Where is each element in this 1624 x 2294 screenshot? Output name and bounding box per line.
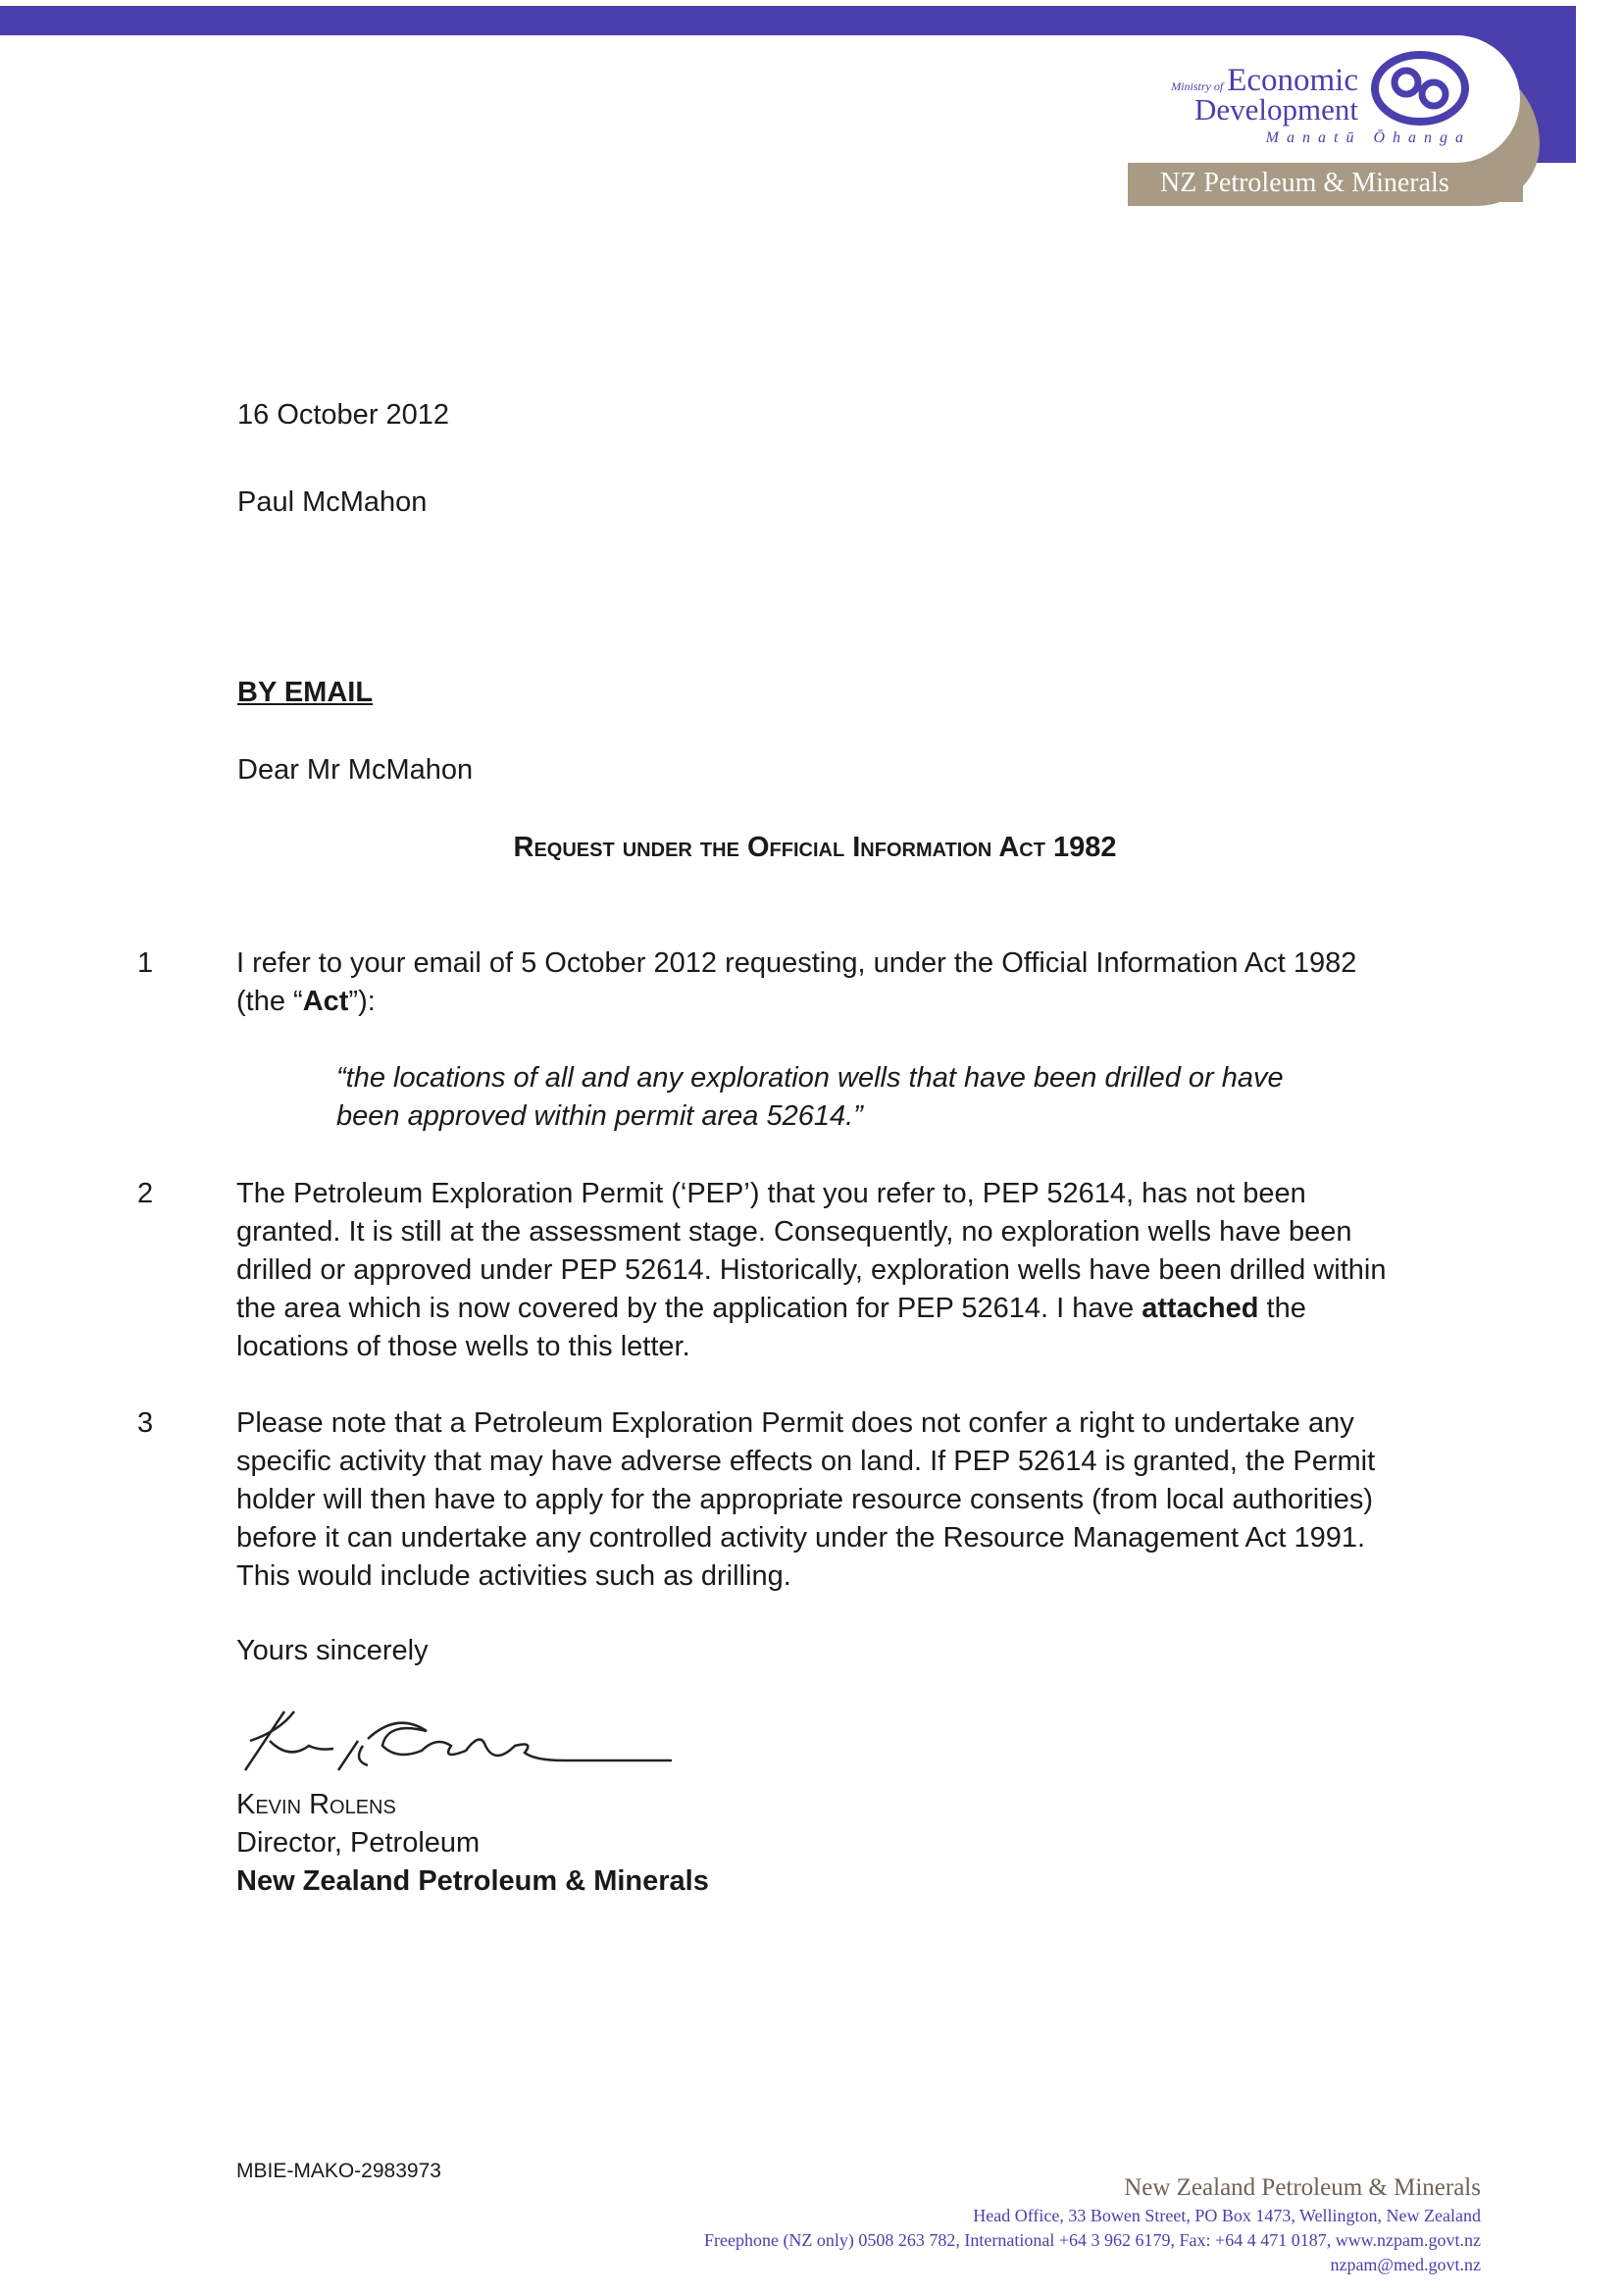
paragraph-number: 2 bbox=[137, 1178, 154, 1209]
letter-heading: Request under the Official Information Act 1982 bbox=[513, 832, 1117, 863]
paragraph-text: I refer to your email of 5 October 2012 requesting, under the Official Information Act 1982 (the “ bbox=[236, 947, 1357, 1017]
salutation: Dear Mr McMahon bbox=[237, 754, 474, 786]
paragraph-bold: attached bbox=[1142, 1293, 1259, 1324]
footer-phones: Freephone (NZ only) 0508 263 782, International +64 3 962 6179, Fax: +64 4 471 0187, www.nzpam.govt.nz bbox=[703, 2230, 1481, 2250]
footer-address: Head Office, 33 Bowen Street, PO Box 1473, Wellington, New Zealand bbox=[973, 2206, 1481, 2225]
recipient-name: Paul McMahon bbox=[237, 486, 428, 518]
closing: Yours sincerely bbox=[236, 1635, 429, 1666]
division-label: NZ Petroleum & Minerals bbox=[1141, 165, 1523, 202]
footer-email: nzpam@med.govt.nz bbox=[1330, 2255, 1481, 2274]
ministry-prefix: Ministry of bbox=[1171, 79, 1224, 93]
paragraph-text: The Petroleum Exploration Permit (‘PEP’) that you refer to, PEP 52614, has not been granted. It is still at the assessment stage. Consequently, no exploration wells have been drilled or approved under PEP 52614. Historically, exploration wells have been drilled within the area which is now covered by the application for PEP 52614. I have bbox=[236, 1178, 1387, 1324]
paragraph-2 bbox=[236, 1175, 1394, 1366]
letter-date: 16 October 2012 bbox=[237, 399, 450, 431]
signatory-organisation: New Zealand Petroleum & Minerals bbox=[236, 1865, 709, 1897]
ministry-name-1: Economic bbox=[1227, 63, 1358, 98]
paragraph-bold: Act bbox=[302, 986, 349, 1017]
header-band bbox=[0, 6, 1576, 35]
maori-name: Manatū Ōhanga bbox=[1265, 129, 1471, 146]
document-reference: MBIE-MAKO-2983973 bbox=[236, 2160, 441, 2182]
delivery-method: BY EMAIL bbox=[237, 677, 374, 708]
signature bbox=[240, 1692, 672, 1785]
signatory-name: Kevin Rolens bbox=[236, 1789, 396, 1820]
paragraph-number: 3 bbox=[137, 1407, 154, 1439]
quoted-request: “the locations of all and any exploration wells that have been drilled or have been approved within permit area 52614.” bbox=[336, 1062, 1284, 1132]
ministry-name-2: Development bbox=[1193, 92, 1358, 127]
paragraph-text: ”): bbox=[348, 986, 376, 1017]
paragraph-1 bbox=[236, 944, 1394, 1021]
signatory-title: Director, Petroleum bbox=[236, 1827, 481, 1859]
koru-logo-icon bbox=[1371, 51, 1469, 126]
paragraph-text: the locations of those wells to this letter. bbox=[236, 1293, 1306, 1362]
paragraph-number: 1 bbox=[137, 947, 154, 979]
paragraph-3: Please note that a Petroleum Exploration Permit does not confer a right to undertake any specific activity that may have adverse effects on land. If PEP 52614 is granted, the Permit holder will then have to apply for the appropriate resource consents (from local authorities) before it can undertake any controlled activity under the Resource Management Act 1991. This would include activities such as drilling. bbox=[236, 1407, 1376, 1592]
footer-org: New Zealand Petroleum & Minerals bbox=[1124, 2174, 1481, 2201]
